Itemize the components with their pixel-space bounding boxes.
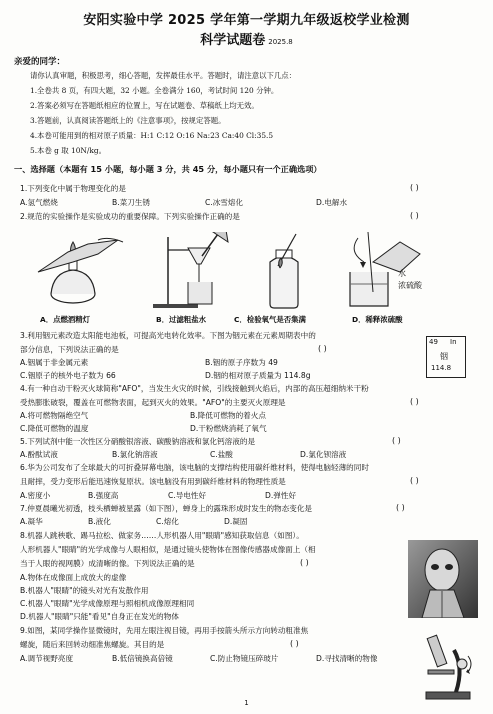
instruction-line: 1.全卷共 8 页，有四大题，32 小题。全卷满分 160，考试时间 120 分钟。 xyxy=(30,86,279,95)
figure-caption: D．稀释浓硫酸 xyxy=(352,315,403,324)
option: A.将可燃物隔绝空气 xyxy=(20,411,89,420)
option: A.密度小 xyxy=(20,491,51,500)
question-9-stem: 螺旋，随后来回转动细准焦螺旋。其目的是 xyxy=(20,640,165,649)
answer-paren: ( ) xyxy=(396,503,405,512)
answer-paren: ( ) xyxy=(392,436,401,445)
option: A.酚酞试液 xyxy=(20,450,58,459)
option: A.铟属于非金属元素 xyxy=(20,358,89,367)
answer-paren: ( ) xyxy=(410,183,419,192)
question-8-stem: 8.机器人跳秧歌、踢马拉松、做家务……人形机器人用"眼睛"感知获取信息（如图）。 xyxy=(20,531,304,540)
greeting: 亲爱的同学： xyxy=(14,57,66,67)
option: C.冰雪熔化 xyxy=(205,198,244,207)
element-cell xyxy=(426,336,466,378)
option: C.导电性好 xyxy=(168,491,207,500)
option: B.降低可燃物的着火点 xyxy=(190,411,266,420)
question-8-stem: 当于人眼的视网膜）成清晰的像。下列说法正确的是 xyxy=(20,559,195,568)
option: C.机器人"眼睛"光学成像原理与照相机成像原理相同 xyxy=(20,599,195,608)
exam-title: 安阳实验中学 2025 学年第一学期九年级返校学业检测 xyxy=(83,13,410,28)
section-heading: 一、选择题（本题有 15 小题，每小题 3 分，共 45 分，每小题只有一个正确选项） xyxy=(14,164,322,174)
option: C.熔化 xyxy=(156,517,179,526)
option: C.铟原子的核外电子数为 66 xyxy=(20,371,116,380)
water-label: 水 xyxy=(398,269,406,278)
answer-paren: ( ) xyxy=(318,344,327,353)
answer-paren: ( ) xyxy=(410,211,419,220)
option: C.降低可燃物的温度 xyxy=(20,424,89,433)
figure-caption: B．过滤粗盐水 xyxy=(156,315,206,324)
question-3-stem: 部分信息，下列说法正确的是 xyxy=(20,345,119,354)
exam-subtitle xyxy=(0,29,493,48)
option: A.调节视野亮度 xyxy=(20,654,74,663)
instruction-line: 2.答案必须写在答题纸相应的位置上，写在试题卷、草稿纸上均无效。 xyxy=(30,101,259,110)
answer-paren: ( ) xyxy=(290,639,299,648)
instruction-line: 3.答题前，认真阅读答题纸上的《注意事项》，按规定答题。 xyxy=(30,116,226,125)
option: B.强度高 xyxy=(88,491,119,500)
answer-paren: ( ) xyxy=(410,397,419,406)
question-7-stem: 7.仲夏晨曦光初透，枝头栖蝉被星露（如下图），蝉身上的露珠形成时发生的物态变化是 xyxy=(20,504,313,513)
filtration-figure xyxy=(153,232,228,308)
question-4-stem: 受热膨胀破裂，覆盖在可燃物表面，起到灭火的效果。"AFO"的主要灭火原理是 xyxy=(20,398,286,407)
question-8-stem: 人形机器人"眼睛"的光学成像与人眼相似，是通过镜头使物体在图像传感器成像面上（相 xyxy=(20,545,316,554)
question-2-stem: 2.规范的实验操作是实验成功的重要保障。下列实验操作正确的是 xyxy=(20,212,240,221)
question-5-stem: 5.下列试剂中能一次性区分硝酸银溶液、碳酸钠溶液和氯化钙溶液的是 xyxy=(20,437,256,446)
acid-label: 浓硫酸 xyxy=(398,281,422,290)
atomic-mass: 114.8 xyxy=(431,364,452,372)
question-1-stem: 1.下列变化中属于物理变化的是 xyxy=(20,184,126,193)
robot-photo xyxy=(408,540,478,618)
option: B.机器人"眼睛"的镜头对光有发散作用 xyxy=(20,586,149,595)
option: C.防止物镜压碎玻片 xyxy=(210,654,279,663)
question-6-stem: 6.华为公司发布了全球最大的可折叠屏幕电脑，该电脑的支撑结构使用碳纤维材料，使得电脑轻薄的同时 xyxy=(20,463,369,472)
alcohol-lamp-figure xyxy=(38,238,123,303)
option: B.氯化钠溶液 xyxy=(112,450,158,459)
element-symbol: In xyxy=(450,338,457,346)
subtitle-text: 科学试题卷 xyxy=(200,33,266,48)
option: A.凝华 xyxy=(20,517,43,526)
answer-paren: ( ) xyxy=(410,476,419,485)
question-4-stem: 4.有一种自动干粉灭火球简称"AFO"，当发生火灾的时候，引线接触到火焰后，内部的高压超细纳米干粉 xyxy=(20,384,369,393)
option: B.液化 xyxy=(88,517,111,526)
instruction-line: 请你认真审题，积极思考，细心答题，发挥最佳水平。答题时，请注意以下几点： xyxy=(30,71,297,80)
question-3-stem: 3.利用铟元素改造太阳能电池板，可提高光电转化效率。下图为铟元素在元素周期表中的 xyxy=(20,331,316,340)
question-9-stem: 9.如图，某同学操作显微镜时，先用左眼注视目镜，再用手按箭头所示方向转动粗准焦 xyxy=(20,626,309,635)
option: D.机器人"眼睛"只能"看见"自身正在发光的物体 xyxy=(20,612,179,621)
option: B.铟的原子序数为 49 xyxy=(205,358,278,367)
option: D.干粉燃烧消耗了氧气 xyxy=(190,424,267,433)
microscope-figure xyxy=(418,628,478,700)
option: D.铟的相对原子质量为 114.8g xyxy=(205,371,311,380)
gas-bottle-figure xyxy=(270,234,298,308)
option: D.弹性好 xyxy=(265,491,297,500)
figure-caption: C．检验氧气是否集满 xyxy=(234,315,306,324)
figure-caption: A．点燃酒精灯 xyxy=(40,315,91,324)
page-number: 1 xyxy=(244,699,249,707)
answer-paren: ( ) xyxy=(300,558,309,567)
option: D.氯化钡溶液 xyxy=(300,450,347,459)
question-6-stem: 且耐摔，受力变形后能迅速恢复原状。该电脑没有用到碳纤维材料的物理性质是 xyxy=(20,477,286,486)
option: A.物体在成像面上成放大的虚像 xyxy=(20,573,127,582)
option: D.寻找清晰的物像 xyxy=(316,654,378,663)
element-name: 铟 xyxy=(440,352,448,361)
option: D.凝固 xyxy=(224,517,248,526)
exam-date: 2025.8 xyxy=(268,38,293,46)
option: B.低倍镜换高倍镜 xyxy=(112,654,173,663)
option: A.氢气燃烧 xyxy=(20,198,58,207)
instruction-line: 5.本卷 g 取 10N/kg。 xyxy=(30,146,106,155)
instruction-line: 4.本卷可能用到的相对原子质量：H:1 C:12 O:16 Na:23 Ca:40 Cl:35.5 xyxy=(30,131,274,140)
atomic-number: 49 xyxy=(429,338,438,346)
option: C.盐酸 xyxy=(210,450,233,459)
option: B.菜刀生锈 xyxy=(112,198,150,207)
dilution-figure xyxy=(350,232,420,306)
option: D.电解水 xyxy=(316,198,348,207)
